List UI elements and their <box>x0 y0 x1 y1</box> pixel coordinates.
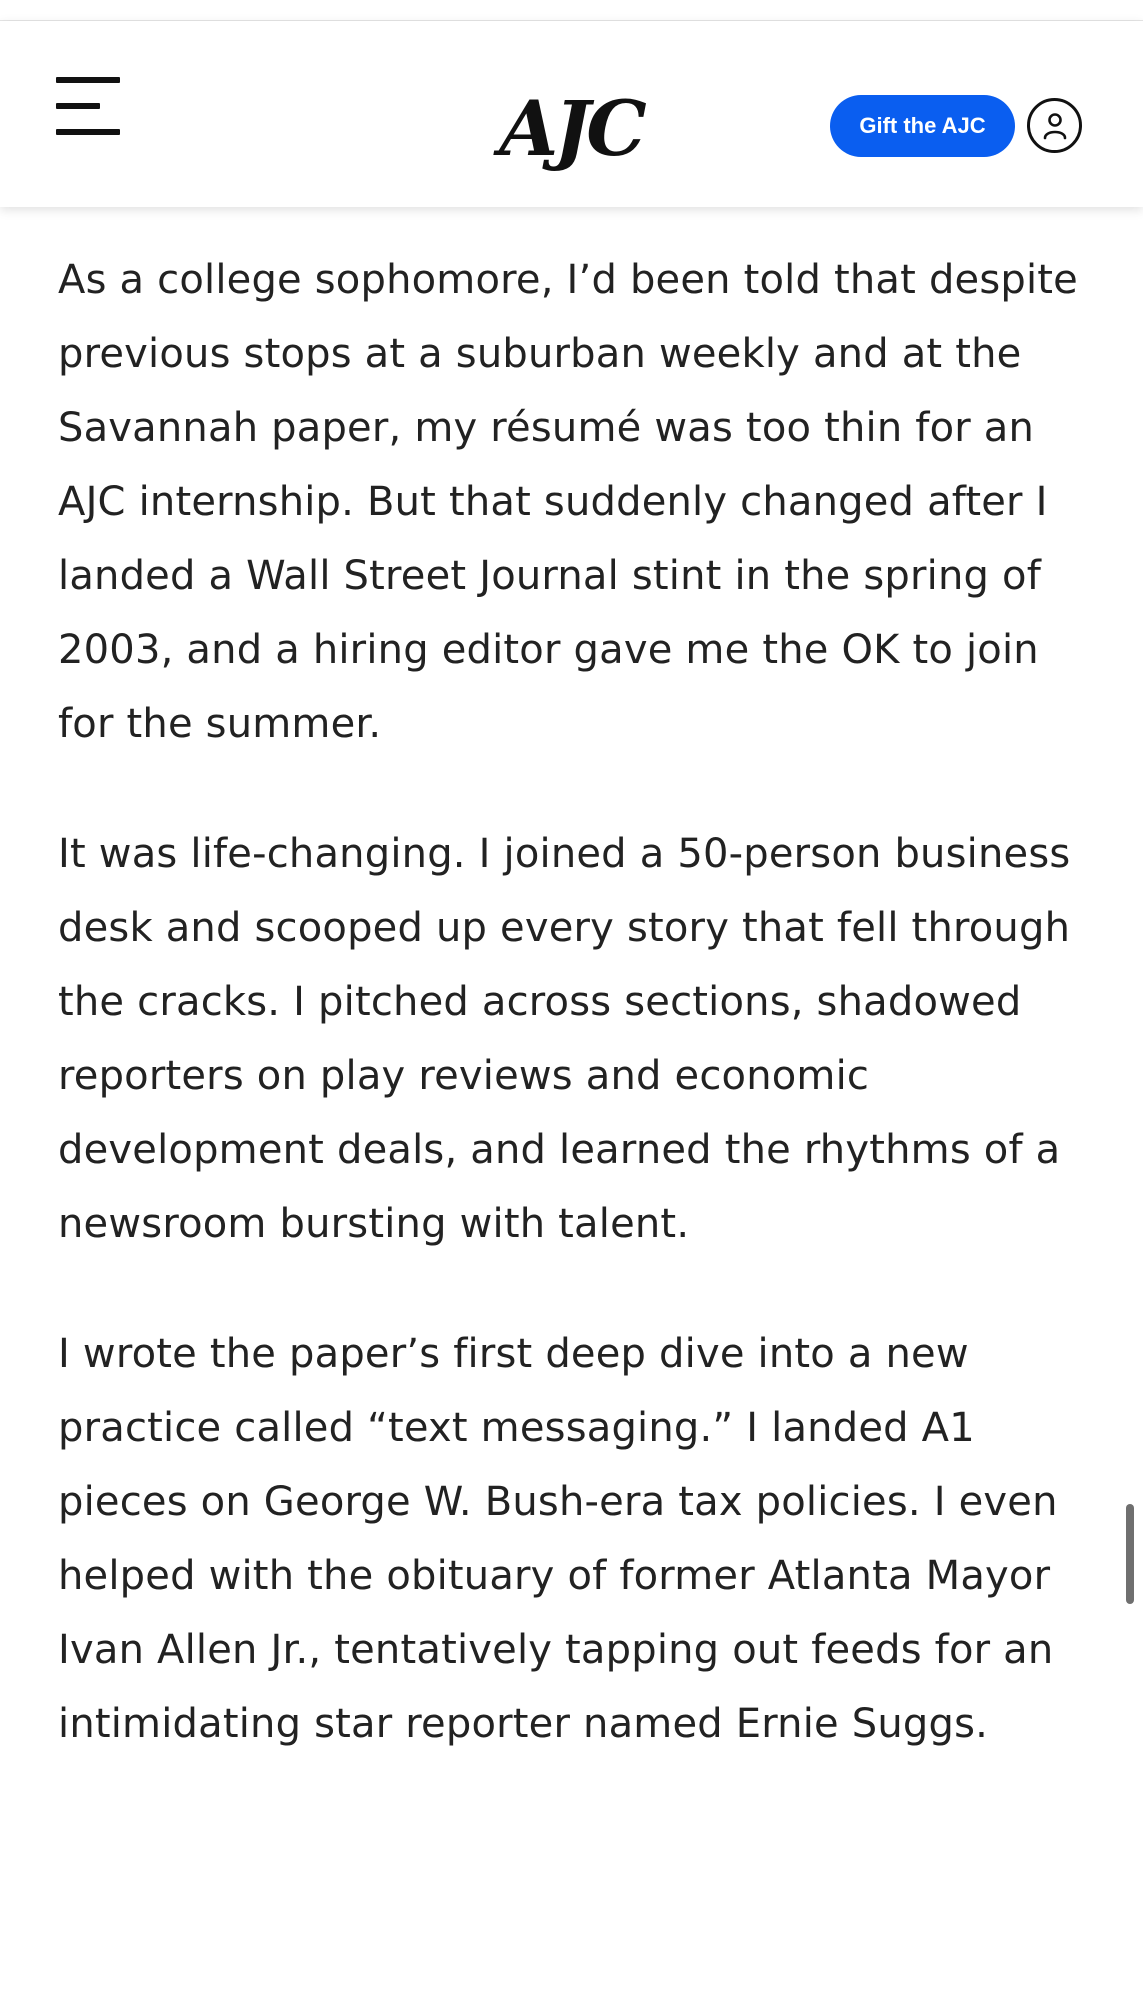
user-account-icon[interactable] <box>1027 98 1082 153</box>
ajc-logo[interactable]: AJC <box>499 84 643 173</box>
top-strip <box>0 0 1143 21</box>
article-body <box>58 243 1088 1817</box>
hamburger-menu-icon[interactable] <box>56 77 120 137</box>
menu-line <box>56 77 120 83</box>
menu-line <box>56 129 120 135</box>
gift-the-ajc-button[interactable]: Gift the AJC <box>830 95 1015 157</box>
article-paragraph: I wrote the paper’s first deep dive into a new practice called “text messaging.” I landed A1 pieces on George W. Bush-era tax policies. I even helped with the obituary of former Atlanta Mayor Ivan Allen Jr., tentatively tapping out feeds for an intimidating star reporter named Ernie Suggs. <box>58 1331 1058 1747</box>
menu-line <box>56 103 100 109</box>
site-header <box>0 21 1143 207</box>
article-paragraph: It was life-changing. I joined a 50-person business desk and scooped up every story that fell through the cracks. I pitched across sections, shadowed reporters on play reviews and economic development deals, and learned the rhythms of a newsroom bursting with talent. <box>58 831 1071 1247</box>
article-paragraph: As a college sophomore, I’d been told that despite previous stops at a suburban weekly and at the Savannah paper, my résumé was too thin for an AJC internship. But that suddenly changed after I landed a Wall Street Journal stint in the spring of 2003, and a hiring editor gave me the OK to join for the summer. <box>58 257 1078 747</box>
person-icon <box>1043 112 1067 140</box>
scrollbar-thumb[interactable] <box>1126 1504 1134 1604</box>
